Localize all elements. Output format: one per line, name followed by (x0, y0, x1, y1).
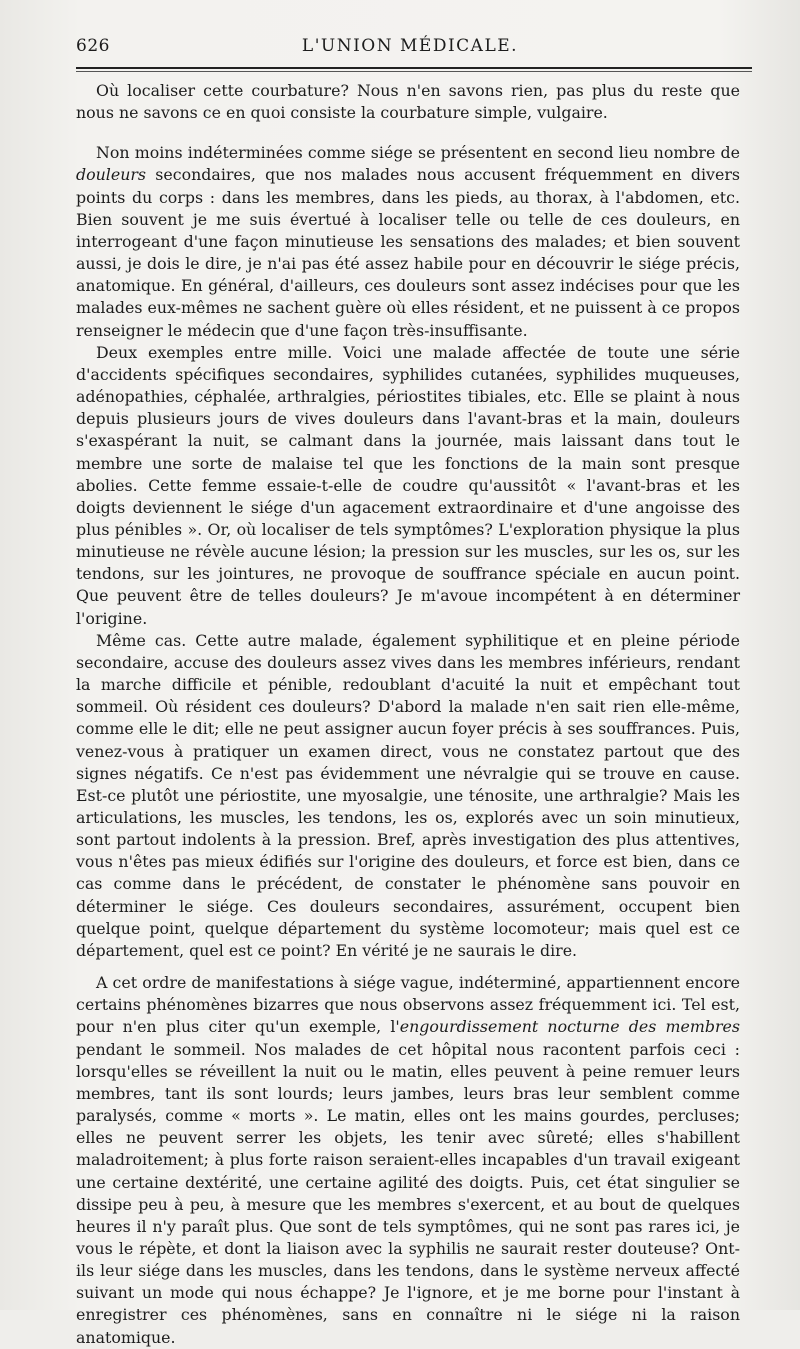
paragraph-text: Même cas. Cette autre malade, également syphilitique et en pleine période secondaire, accuse des douleurs assez vives dans les membres inférieurs, rendant la marche difficile et pénible, redoublant d'acuité la nuit et empêchant tout sommeil. Où résident ces douleurs? D'abord la malade n'en sait rien elle-même, comme elle le dit; elle ne peut assigner aucun foyer précis à ses souffrances. Puis, venez-vous à pratiquer un examen direct, vous ne constatez partout que des signes négatifs. Ce n'est pas évidemment une névralgie qui se trouve en cause. Est-ce plutôt une périostite, une myosalgie, une ténosite, une arthralgie? Mais les articulations, les muscles, les tendons, les os, explorés avec un soin minutieux, sont partout indolents à la pression. Bref, après investigation des plus attentives, vous n'êtes pas mieux édifiés sur l'origine des douleurs, et force est bien, dans ce cas comme dans le précédent, de constater le phénomène sans pouvoir en déterminer le siége. Ces douleurs secondaires, assurément, occupent bien quelque point, quelque département du système locomoteur; mais quel est ce département, quel est ce point? En vérité je ne saurais le dire. (76, 630, 740, 960)
page-header (76, 36, 744, 64)
paragraph (76, 342, 740, 630)
running-title: L'UNION MÉDICALE. (301, 36, 519, 56)
paragraph-text: Deux exemples entre mille. Voici une malade affectée de toute une série d'accidents spécifiques secondaires, syphilides cutanées, syphilides muqueuses, adénopathies, céphalée, arthralgies, périostites tibiales, etc. Elle se plaint à nous depuis plusieurs jours de vives douleurs dans l'avant-bras et la main, douleurs s'exaspérant la nuit, se calmant dans la journée, mais laissant dans tout le membre une sorte de malaise tel que les fonctions de la main sont presque abolies. Cette femme essaie-t-elle de coudre qu'aussitôt « l'avant-bras et les doigts deviennent le siége d'un agacement extraordinaire et d'une angoisse des plus pénibles ». Or, où localiser de tels symptômes? L'exploration physique la plus minutieuse ne révèle aucune lésion; la pression sur les muscles, sur les os, sur les tendons, sur les jointures, ne provoque de souffrance spéciale en aucun point. Que peuvent être de telles douleurs? Je m'avoue incompétent à en déterminer l'origine. (76, 342, 740, 628)
body-text (76, 80, 740, 1349)
paragraph-text: Où localiser cette courbature? Nous n'en savons rien, pas plus du reste que nous ne savons ce en quoi consiste la courbature simple, vulgaire. (76, 81, 740, 123)
emphasis-text: douleurs (76, 165, 147, 185)
emphasis-text: engourdissement nocturne des membres (399, 1017, 740, 1037)
paragraph (76, 630, 740, 962)
paragraph-text: pendant le sommeil. Nos malades de cet hôpital nous racontent parfois ceci : lorsqu'elles se réveillent la nuit ou le matin, elles peuvent à peine remuer leurs membres, tant ils sont lourds; leurs jambes, leurs bras leur semblent comme paralysés, comme « morts ». Le matin, elles ont les mains gourdes, percluses; elles ne peuvent serrer les objets, les tenir avec sûreté; elles s'habillent maladroitement; à plus forte raison seraient-elles incapables d'un travail exigeant une certaine dextérité, une certaine agilité des doigts. Puis, cet état singulier se dissipe peu à peu, à mesure que les membres s'exercent, et au bout de quelques heures il n'y paraît plus. Que sont de tels symptômes, qui ne sont pas rares ici, je vous le répète, et dont la liaison avec la syphilis ne saurait rester douteuse? Ont-ils leur siége dans les muscles, dans les tendons, dans le système nerveux affecté suivant un mode qui nous échappe? Je l'ignore, et je me borne pour l'instant à enregistrer ces phénomènes, sans en connaître ni le siége ni la raison anatomique. (76, 1039, 740, 1347)
header-rule (76, 67, 752, 69)
header-rule-thin (76, 71, 752, 72)
paragraph (76, 972, 740, 1349)
page-number: 626 (76, 36, 110, 56)
paragraph-text: A cet ordre de manifestations à siége vague, indéterminé, appartiennent encore certains phénomènes bizarres que nous observons assez fréquemment ici. Tel est, pour n'en plus citer qu'un exemple, l' (76, 973, 740, 1037)
paragraph-text: Non moins indéterminées comme siége se présentent en second lieu nombre de (96, 143, 740, 163)
paragraph (76, 80, 740, 124)
paragraph (76, 142, 740, 341)
paragraph-text: secondaires, que nos malades nous accusent fréquemment en divers points du corps : dans les membres, dans les pieds, au thorax, à l'abdomen, etc. Bien souvent je me suis évertué à localiser telle ou telle de ces douleurs, en interrogeant d'une façon minutieuse les sensations des malades; et bien souvent aussi, je dois le dire, je n'ai pas été assez habile pour en découvrir le siége précis, anatomique. En général, d'ailleurs, ces douleurs sont assez indécises pour que les malades eux-mêmes ne sachent guère où elles résident, et ne puissent à ce propos renseigner le médecin que d'une façon très-insuffisante. (76, 165, 740, 340)
